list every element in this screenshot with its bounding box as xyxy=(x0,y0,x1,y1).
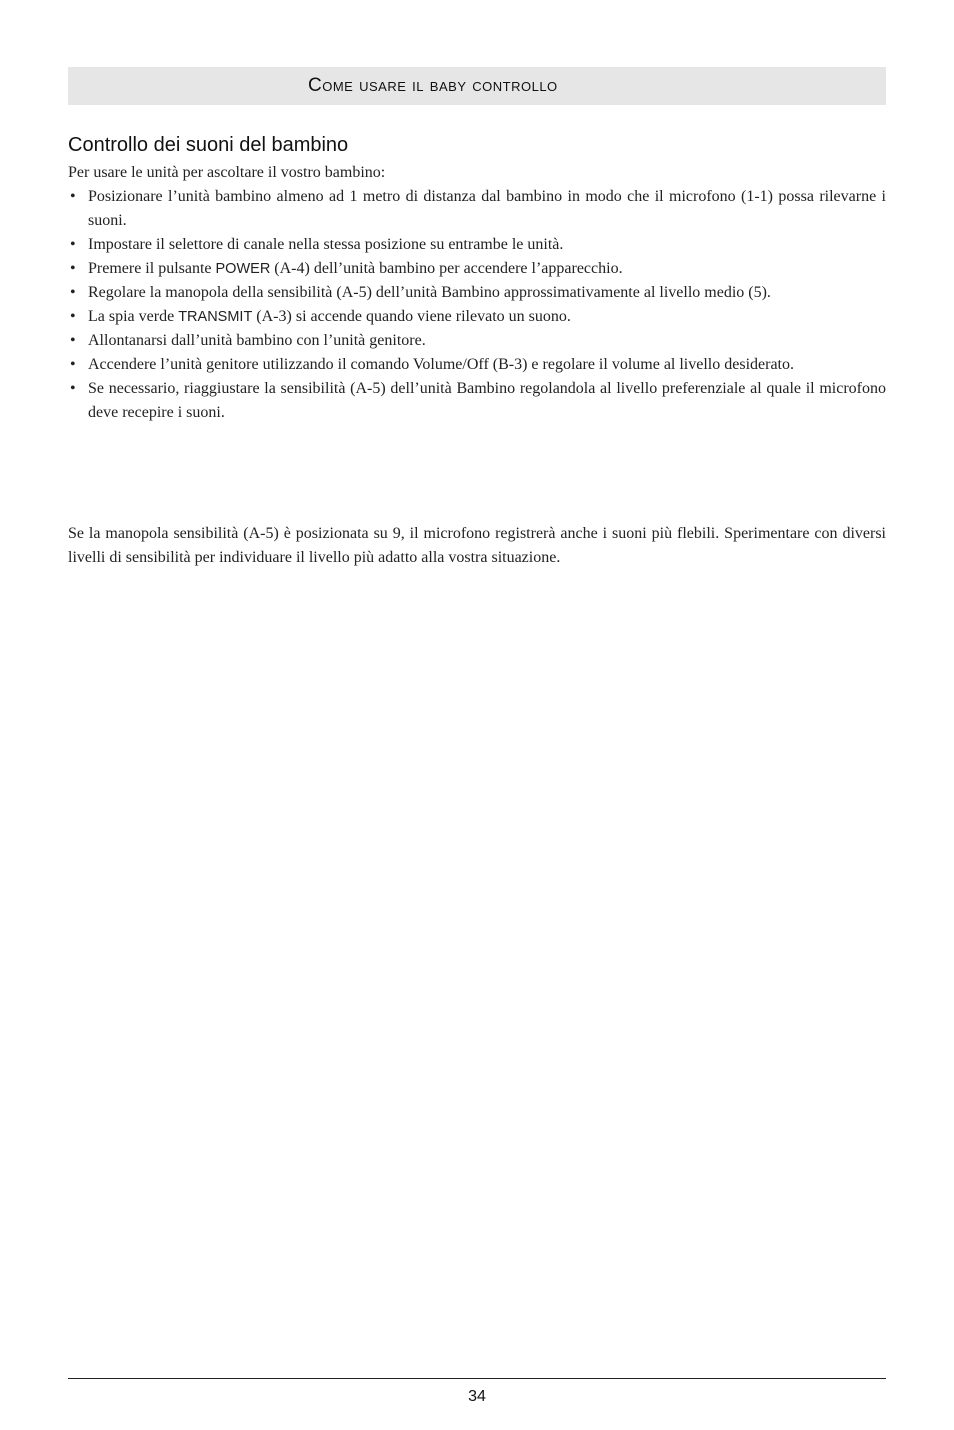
bullet-icon: • xyxy=(70,308,76,325)
header-band xyxy=(68,67,886,105)
list-item: • Premere il pulsante POWER (A-4) dell’unità bambino per accendere l’apparecchio. xyxy=(68,257,886,281)
page-header-title: Come usare il baby controllo xyxy=(308,75,558,96)
section-title: Controllo dei suoni del bambino xyxy=(68,134,349,156)
bullet-icon: • xyxy=(70,332,76,349)
bullet-icon: • xyxy=(70,380,76,397)
power-key-label: POWER xyxy=(215,261,271,277)
list-item: • Allontanarsi dall’unità bambino con l’unità genitore. xyxy=(68,329,886,353)
list-item: • Regolare la manopola della sensibilità (A-5) dell’unità Bambino approssimativamente al livello medio (5). xyxy=(68,281,886,305)
sensitivity-note: Se la manopola sensibilità (A-5) è posizionata su 9, il microfono registrerà anche i suoni più flebili. Sperimentare con diversi livelli di sensibilità per individuare il livello più adatto alla vostra situazione. xyxy=(68,525,886,566)
bullet-icon: • xyxy=(70,284,76,301)
bullet-icon: • xyxy=(70,188,76,205)
list-item: • Se necessario, riaggiustare la sensibilità (A-5) dell’unità Bambino regolandola al livello preferenziale al quale il microfono deve recepire i suoni. xyxy=(68,377,886,425)
instruction-list xyxy=(68,185,886,425)
intro-text: Per usare le unità per ascoltare il vostro bambino: xyxy=(68,164,386,181)
content-body xyxy=(68,161,886,425)
bullet-icon: • xyxy=(70,236,76,253)
list-item: • Impostare il selettore di canale nella stessa posizione su entrambe le unità. xyxy=(68,233,886,257)
bullet-icon: • xyxy=(70,356,76,373)
list-item: • Posizionare l’unità bambino almeno ad 1 metro di distanza dal bambino in modo che il microfono (1-1) possa rilevarne i suoni. xyxy=(68,185,886,233)
list-item: • Accendere l’unità genitore utilizzando il comando Volume/Off (B-3) e regolare il volume al livello desiderato. xyxy=(68,353,886,377)
transmit-key-label: TRANSMIT xyxy=(178,309,253,325)
page-number: 34 xyxy=(468,1388,486,1405)
footer-divider xyxy=(68,1378,886,1379)
list-item: • La spia verde TRANSMIT (A-3) si accende quando viene rilevato un suono. xyxy=(68,305,886,329)
bullet-icon: • xyxy=(70,260,76,277)
